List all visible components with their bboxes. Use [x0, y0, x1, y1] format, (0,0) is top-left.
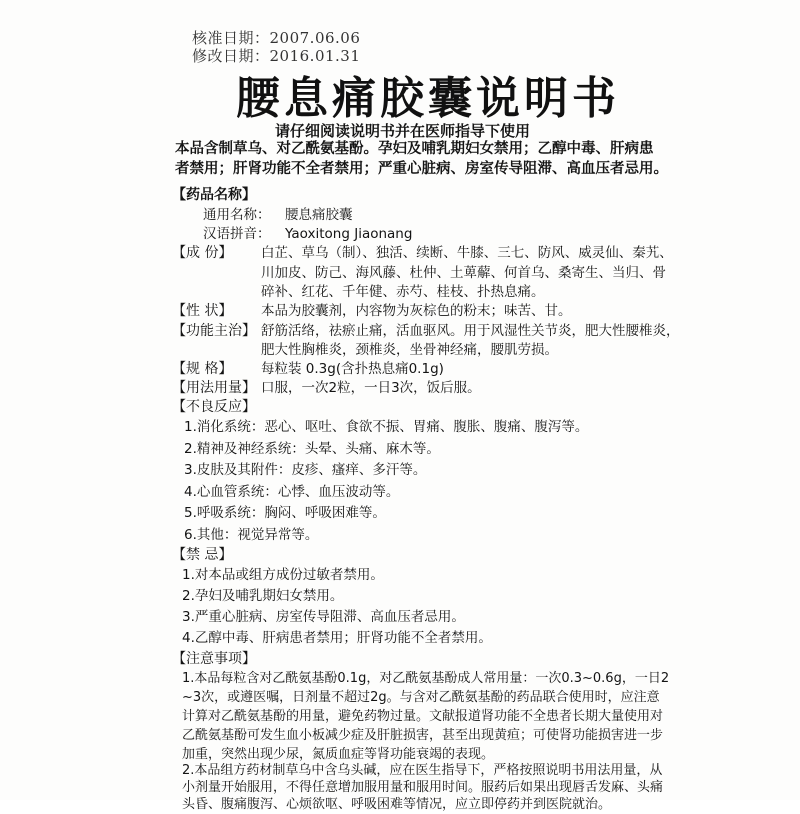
page-title: 腰息痛胶囊说明书	[236, 73, 620, 124]
precaution-line-4: 乙酰氨基酚可发生血小板减少症及肝脏损害，甚至出现黄疸；可使肾功能损害进一步	[182, 728, 664, 743]
warning-line-2: 者禁用；肝肾功能不全者禁用；严重心脏病、房室传导阻滞、高血压者忌用。	[175, 161, 668, 177]
section-header-indications: 【功能主治】	[172, 323, 256, 339]
ingredients-line-2: 川加皮、防己、海风藤、杜仲、土萆薢、何首乌、桑寄生、当归、骨	[261, 265, 666, 281]
specification-text: 每粒装 0.3g(含扑热息痛0.1g)	[261, 361, 444, 377]
precaution-line-2: ~3次，或遵医嘱，日剂量不超过2g。与含对乙酰氨基酚的药品联合使用时，应注意	[182, 690, 660, 705]
adverse-item-3: 3.皮肤及其附件：皮疹、瘙痒、多汗等。	[184, 462, 427, 478]
precaution-line-5: 加重，突然出现少尿，氮质血症等肾功能衰竭的表现。	[182, 747, 495, 762]
contraindication-item-3: 3.严重心脏病、房室传导阻滞、高血压者忌用。	[182, 609, 465, 625]
ingredients-line-1: 白芷、草乌（制）、独活、续断、牛膝、三七、防风、威灵仙、秦艽、	[261, 245, 673, 261]
properties-text: 本品为胶囊剂，内容物为灰棕色的粉末；味苦、甘。	[261, 303, 572, 319]
section-header-properties: 【性 状】	[172, 303, 233, 319]
dosage-text: 口服，一次2粒，一日3次，饭后服。	[261, 380, 481, 396]
contraindication-item-1: 1.对本品或组方成份过敏者禁用。	[182, 567, 384, 583]
warning-line-1: 本品含制草乌、对乙酰氨基酚。孕妇及哺乳期妇女禁用；乙醇中毒、肝病患	[175, 141, 654, 157]
section-header-ingredients: 【成 份】	[172, 245, 233, 261]
adverse-item-6: 6.其他：视觉异常等。	[184, 527, 319, 543]
precaution-line-6: 2.本品组方药材制草乌中含乌头碱，应在医生指导下，严格按照说明书用法用量，从	[182, 763, 663, 778]
generic-name-label: 通用名称：	[203, 207, 271, 223]
section-header-precautions: 【注意事项】	[172, 651, 256, 667]
precaution-line-7: 小剂量开始服用，不得任意增加服用量和服用时间。服药后如果出现唇舌发麻、头痛	[182, 780, 664, 795]
section-header-dosage: 【用法用量】	[172, 380, 256, 396]
section-header-contraindications: 【禁 忌】	[172, 547, 233, 563]
indications-line-2: 肥大性胸椎炎，颈椎炎，坐骨神经痛，腰肌劳损。	[261, 342, 558, 358]
generic-name-value: 腰息痛胶囊	[285, 207, 353, 223]
pinyin-value: Yaoxitong Jiaonang	[285, 226, 413, 242]
adverse-item-4: 4.心血管系统：心悸、血压波动等。	[184, 484, 400, 500]
adverse-item-1: 1.消化系统：恶心、呕吐、食欲不振、胃痛、腹胀、腹痛、腹泻等。	[184, 419, 589, 435]
precaution-line-8: 头昏、腹痛腹泻、心烦欲呕、呼吸困难等情况，应立即停药并到医院就治。	[182, 797, 612, 812]
section-header-specification: 【规 格】	[172, 361, 233, 377]
adverse-item-5: 5.呼吸系统：胸闷、呼吸困难等。	[184, 505, 386, 521]
subtitle: 请仔细阅读说明书并在医师指导下使用	[275, 122, 531, 140]
approval-date: 核准日期：2007.06.06	[192, 29, 361, 47]
precaution-line-1: 1.本品每粒含对乙酰氨基酚0.1g，对乙酰氨基酚成人常用量：一次0.3~0.6g，一日2	[182, 671, 670, 686]
contraindication-item-2: 2.孕妇及哺乳期妇女禁用。	[182, 588, 344, 604]
adverse-item-2: 2.精神及神经系统：头晕、头痛、麻木等。	[184, 441, 440, 457]
section-header-drug-name: 【药品名称】	[172, 187, 256, 203]
revision-date: 修改日期：2016.01.31	[192, 47, 361, 65]
contraindication-item-4: 4.乙醇中毒、肝病患者禁用；肝肾功能不全者禁用。	[182, 630, 492, 646]
section-header-adverse: 【不良反应】	[172, 399, 256, 415]
ingredients-line-3: 碎补、红花、千年健、赤芍、桂枝、扑热息痛。	[261, 284, 545, 300]
indications-line-1: 舒筋活络，祛瘀止痛，活血驱风。用于风湿性关节炎，肥大性腰椎炎，	[261, 323, 680, 339]
pinyin-label: 汉语拼音：	[203, 226, 271, 242]
precaution-line-3: 计算对乙酰氨基酚的用量，避免药物过量。文献报道肾功能不全患者长期大量使用对	[182, 709, 664, 724]
